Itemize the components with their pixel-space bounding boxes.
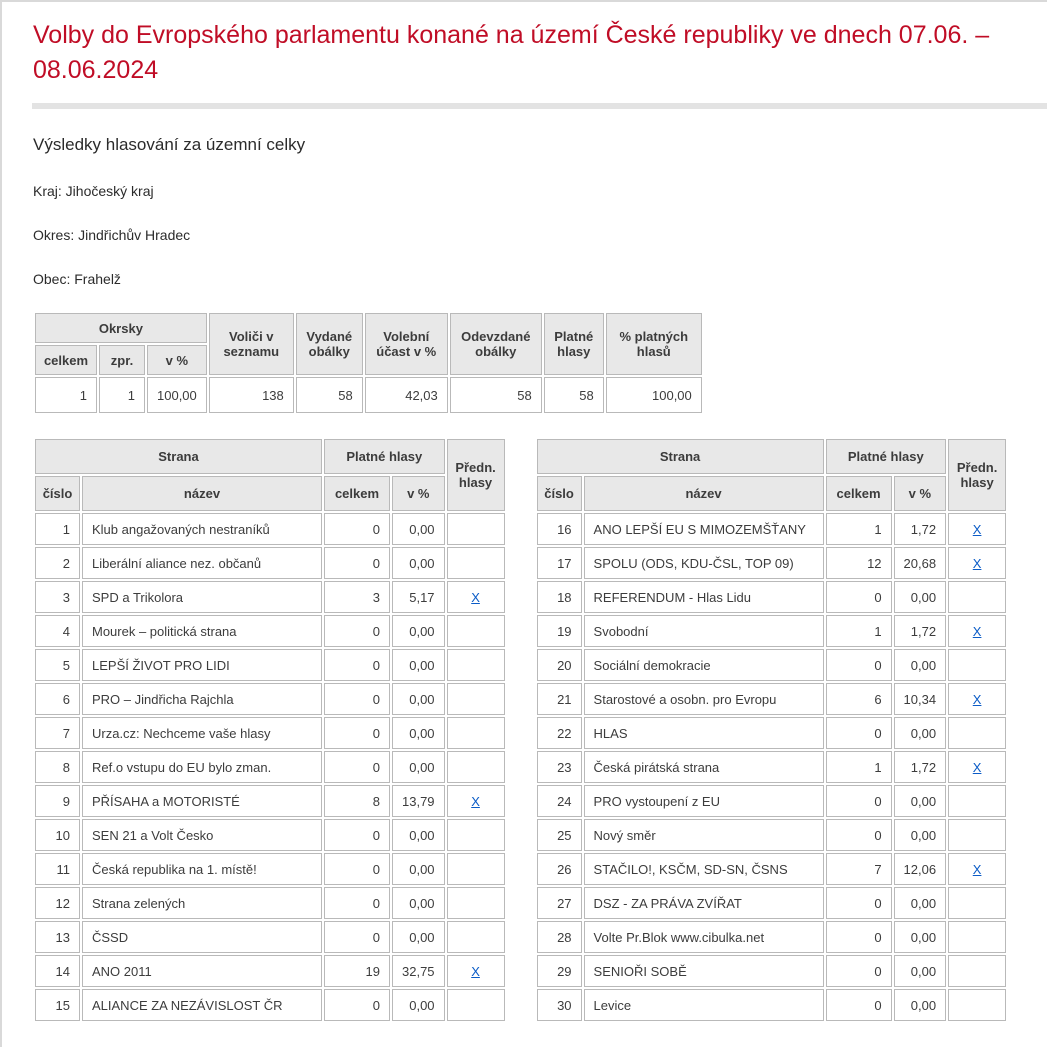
party-pref-cell bbox=[948, 921, 1006, 953]
party-total-cell: 0 bbox=[324, 649, 390, 681]
party-pref-cell bbox=[447, 989, 505, 1021]
party-name-cell: ALIANCE ZA NEZÁVISLOST ČR bbox=[82, 989, 322, 1021]
district-line: Okres: Jindřichův Hradec bbox=[33, 227, 191, 243]
party-results-table-left bbox=[33, 437, 507, 1023]
party-name-cell: LEPŠÍ ŽIVOT PRO LIDI bbox=[82, 649, 322, 681]
party-name-header: název bbox=[82, 476, 322, 511]
party-pct-cell: 0,00 bbox=[894, 887, 947, 919]
party-row bbox=[35, 853, 505, 885]
party-pct-cell: 1,72 bbox=[894, 513, 947, 545]
party-name-cell: Volte Pr.Blok www.cibulka.net bbox=[584, 921, 824, 953]
party-name-cell: HLAS bbox=[584, 717, 824, 749]
party-total-cell: 0 bbox=[826, 819, 892, 851]
party-name-cell: Nový směr bbox=[584, 819, 824, 851]
okrsky-header: Okrsky bbox=[35, 313, 207, 343]
party-row bbox=[537, 615, 1007, 647]
party-row bbox=[537, 955, 1007, 987]
party-row bbox=[537, 853, 1007, 885]
party-total-cell: 0 bbox=[324, 853, 390, 885]
party-number-cell: 30 bbox=[537, 989, 582, 1021]
party-number-cell: 16 bbox=[537, 513, 582, 545]
party-number-cell: 24 bbox=[537, 785, 582, 817]
party-pref-cell bbox=[948, 853, 1006, 885]
party-pref-cell bbox=[447, 955, 505, 987]
party-number-cell: 14 bbox=[35, 955, 80, 987]
party-total-cell: 12 bbox=[826, 547, 892, 579]
issued-envelopes-header: Vydané obálky bbox=[296, 313, 363, 375]
party-row bbox=[35, 717, 505, 749]
party-total-cell: 7 bbox=[826, 853, 892, 885]
party-number-cell: 29 bbox=[537, 955, 582, 987]
party-number-cell: 11 bbox=[35, 853, 80, 885]
party-name-cell: SENIOŘI SOBĚ bbox=[584, 955, 824, 987]
party-name-cell: Urza.cz: Nechceme vaše hlasy bbox=[82, 717, 322, 749]
party-total-cell: 0 bbox=[324, 887, 390, 919]
party-name-header: název bbox=[584, 476, 824, 511]
party-row bbox=[537, 717, 1007, 749]
party-name-cell: Klub angažovaných nestraníků bbox=[82, 513, 322, 545]
party-row bbox=[537, 921, 1007, 953]
page-title: Volby do Evropského parlamentu konané na území České republiky ve dnech 07.06. – 08.06.2024 bbox=[33, 21, 990, 84]
party-total-cell: 0 bbox=[826, 581, 892, 613]
summary-value-cell: 1 bbox=[99, 377, 145, 413]
party-name-cell: Liberální aliance nez. občanů bbox=[82, 547, 322, 579]
party-row bbox=[35, 581, 505, 613]
summary-value-cell: 1 bbox=[35, 377, 97, 413]
party-number-header: číslo bbox=[35, 476, 80, 511]
party-number-cell: 25 bbox=[537, 819, 582, 851]
party-total-cell: 0 bbox=[324, 921, 390, 953]
returned-envelopes-header: Odevzdané obálky bbox=[450, 313, 542, 375]
pref-votes-link[interactable]: X bbox=[972, 623, 982, 639]
party-pct-cell: 0,00 bbox=[392, 649, 445, 681]
party-number-cell: 19 bbox=[537, 615, 582, 647]
party-pct-cell: 0,00 bbox=[392, 615, 445, 647]
party-name-cell: Sociální demokracie bbox=[584, 649, 824, 681]
party-name-cell: Mourek – politická strana bbox=[82, 615, 322, 647]
turnout-summary-table bbox=[33, 311, 704, 415]
party-pref-cell bbox=[447, 513, 505, 545]
party-number-cell: 20 bbox=[537, 649, 582, 681]
party-pct-cell: 13,79 bbox=[392, 785, 445, 817]
party-number-cell: 5 bbox=[35, 649, 80, 681]
party-pct-cell: 20,68 bbox=[894, 547, 947, 579]
party-total-cell: 1 bbox=[826, 751, 892, 783]
party-pref-cell bbox=[447, 853, 505, 885]
party-name-cell: Česká republika na 1. místě! bbox=[82, 853, 322, 885]
summary-value-cell: 58 bbox=[450, 377, 542, 413]
party-pct-cell: 0,00 bbox=[392, 513, 445, 545]
party-pct-cell: 0,00 bbox=[392, 751, 445, 783]
party-pref-cell bbox=[447, 717, 505, 749]
pref-votes-link[interactable]: X bbox=[972, 861, 982, 877]
party-row bbox=[35, 785, 505, 817]
party-row bbox=[35, 751, 505, 783]
party-number-cell: 2 bbox=[35, 547, 80, 579]
party-total-cell: 19 bbox=[324, 955, 390, 987]
party-row bbox=[537, 513, 1007, 545]
party-pct-header: v % bbox=[894, 476, 947, 511]
party-number-cell: 12 bbox=[35, 887, 80, 919]
party-row bbox=[537, 683, 1007, 715]
party-pref-cell bbox=[447, 921, 505, 953]
title-divider bbox=[32, 103, 1047, 109]
party-total-cell: 0 bbox=[324, 717, 390, 749]
party-name-cell: PŘÍSAHA a MOTORISTÉ bbox=[82, 785, 322, 817]
party-row bbox=[35, 819, 505, 851]
party-name-cell: DSZ - ZA PRÁVA ZVÍŘAT bbox=[584, 887, 824, 919]
summary-value-cell: 100,00 bbox=[606, 377, 702, 413]
party-pref-cell bbox=[948, 819, 1006, 851]
party-pct-cell: 0,00 bbox=[894, 921, 947, 953]
party-name-cell: ANO 2011 bbox=[82, 955, 322, 987]
party-number-cell: 18 bbox=[537, 581, 582, 613]
party-pref-cell bbox=[948, 547, 1006, 579]
party-pct-header: v % bbox=[392, 476, 445, 511]
party-pct-cell: 0,00 bbox=[894, 649, 947, 681]
party-pct-cell: 0,00 bbox=[894, 989, 947, 1021]
party-name-cell: SPOLU (ODS, KDU-ČSL, TOP 09) bbox=[584, 547, 824, 579]
pref-votes-link[interactable]: X bbox=[972, 691, 982, 707]
party-pref-cell bbox=[948, 683, 1006, 715]
party-pct-cell: 0,00 bbox=[894, 717, 947, 749]
party-pct-cell: 0,00 bbox=[392, 683, 445, 715]
strana-header: Strana bbox=[35, 439, 322, 474]
party-pct-cell: 32,75 bbox=[392, 955, 445, 987]
party-total-cell: 0 bbox=[826, 921, 892, 953]
party-pct-cell: 0,00 bbox=[392, 887, 445, 919]
party-pref-cell bbox=[948, 581, 1006, 613]
party-pref-cell bbox=[948, 513, 1006, 545]
party-number-cell: 9 bbox=[35, 785, 80, 817]
party-row bbox=[537, 547, 1007, 579]
party-pct-cell: 0,00 bbox=[392, 717, 445, 749]
party-row bbox=[35, 989, 505, 1021]
party-row bbox=[35, 649, 505, 681]
pref-votes-link[interactable]: X bbox=[471, 963, 480, 979]
party-total-cell: 1 bbox=[826, 513, 892, 545]
party-total-cell: 0 bbox=[324, 615, 390, 647]
party-total-header: celkem bbox=[324, 476, 390, 511]
party-pct-cell: 0,00 bbox=[392, 547, 445, 579]
party-row bbox=[35, 955, 505, 987]
okrsky-total-header: celkem bbox=[35, 345, 97, 375]
party-results-table-right bbox=[535, 437, 1009, 1023]
summary-value-cell: 138 bbox=[209, 377, 294, 413]
valid-votes-header: Platné hlasy bbox=[544, 313, 604, 375]
okrsky-pct-header: v % bbox=[147, 345, 207, 375]
party-total-cell: 0 bbox=[826, 887, 892, 919]
party-total-cell: 0 bbox=[324, 547, 390, 579]
party-pref-cell bbox=[948, 615, 1006, 647]
party-pref-cell bbox=[948, 751, 1006, 783]
party-pref-cell bbox=[447, 785, 505, 817]
voters-header: Voliči v seznamu bbox=[209, 313, 294, 375]
turnout-header: Volební účast v % bbox=[365, 313, 448, 375]
party-total-cell: 0 bbox=[826, 785, 892, 817]
valid-votes-pct-header: % platných hlasů bbox=[606, 313, 702, 375]
summary-value-cell: 58 bbox=[544, 377, 604, 413]
summary-data-row bbox=[35, 377, 702, 413]
party-pref-cell bbox=[447, 751, 505, 783]
party-number-cell: 6 bbox=[35, 683, 80, 715]
party-row bbox=[35, 683, 505, 715]
strana-header: Strana bbox=[537, 439, 824, 474]
party-total-cell: 0 bbox=[324, 989, 390, 1021]
pref-votes-header: Předn. hlasy bbox=[447, 439, 505, 511]
summary-value-cell: 100,00 bbox=[147, 377, 207, 413]
party-row bbox=[537, 649, 1007, 681]
party-total-cell: 1 bbox=[826, 615, 892, 647]
party-name-cell: ČSSD bbox=[82, 921, 322, 953]
party-pref-cell bbox=[447, 615, 505, 647]
party-pct-cell: 1,72 bbox=[894, 615, 947, 647]
party-pct-cell: 0,00 bbox=[392, 819, 445, 851]
pref-votes-header: Předn. hlasy bbox=[948, 439, 1006, 511]
party-number-cell: 27 bbox=[537, 887, 582, 919]
party-total-cell: 6 bbox=[826, 683, 892, 715]
party-pref-cell bbox=[948, 717, 1006, 749]
page-container bbox=[2, 18, 1047, 1047]
party-number-cell: 28 bbox=[537, 921, 582, 953]
party-row bbox=[35, 887, 505, 919]
party-pct-cell: 0,00 bbox=[894, 955, 947, 987]
party-number-cell: 8 bbox=[35, 751, 80, 783]
party-total-cell: 0 bbox=[324, 683, 390, 715]
party-total-header: celkem bbox=[826, 476, 892, 511]
party-pct-cell: 5,17 bbox=[392, 581, 445, 613]
region-line: Kraj: Jihočeský kraj bbox=[33, 183, 154, 199]
party-total-cell: 0 bbox=[826, 717, 892, 749]
party-row bbox=[35, 921, 505, 953]
party-name-cell: Ref.o vstupu do EU bylo zman. bbox=[82, 751, 322, 783]
party-pref-cell bbox=[447, 547, 505, 579]
party-total-cell: 0 bbox=[826, 989, 892, 1021]
party-name-cell: Česká pirátská strana bbox=[584, 751, 824, 783]
party-pref-cell bbox=[948, 649, 1006, 681]
party-row bbox=[35, 547, 505, 579]
party-name-cell: STAČILO!, KSČM, SD-SN, ČSNS bbox=[584, 853, 824, 885]
party-row bbox=[537, 887, 1007, 919]
party-pref-cell bbox=[948, 887, 1006, 919]
party-pref-cell bbox=[948, 785, 1006, 817]
pref-votes-link[interactable]: X bbox=[471, 793, 480, 809]
party-pct-cell: 0,00 bbox=[392, 921, 445, 953]
party-total-cell: 0 bbox=[324, 751, 390, 783]
party-row bbox=[35, 513, 505, 545]
pref-votes-link[interactable]: X bbox=[471, 589, 480, 605]
okrsky-processed-header: zpr. bbox=[99, 345, 145, 375]
party-name-cell: Strana zelených bbox=[82, 887, 322, 919]
pref-votes-link[interactable]: X bbox=[972, 521, 982, 537]
party-row bbox=[537, 785, 1007, 817]
party-number-cell: 7 bbox=[35, 717, 80, 749]
party-number-cell: 15 bbox=[35, 989, 80, 1021]
party-row bbox=[537, 581, 1007, 613]
party-pref-cell bbox=[447, 887, 505, 919]
party-total-cell: 0 bbox=[324, 513, 390, 545]
party-number-cell: 3 bbox=[35, 581, 80, 613]
party-pct-cell: 10,34 bbox=[894, 683, 947, 715]
party-pct-cell: 12,06 bbox=[894, 853, 947, 885]
party-tables-wrapper bbox=[33, 437, 1047, 1023]
party-name-cell: SEN 21 a Volt Česko bbox=[82, 819, 322, 851]
party-number-cell: 4 bbox=[35, 615, 80, 647]
party-pct-cell: 0,00 bbox=[392, 989, 445, 1021]
valid-votes-group-header: Platné hlasy bbox=[826, 439, 947, 474]
pref-votes-link[interactable]: X bbox=[972, 555, 982, 571]
section-title: Výsledky hlasování za územní celky bbox=[33, 135, 306, 154]
party-total-cell: 3 bbox=[324, 581, 390, 613]
party-name-cell: PRO – Jindřicha Rajchla bbox=[82, 683, 322, 715]
party-name-cell: PRO vystoupení z EU bbox=[584, 785, 824, 817]
party-total-cell: 8 bbox=[324, 785, 390, 817]
party-row bbox=[537, 819, 1007, 851]
municipality-line: Obec: Frahelž bbox=[33, 271, 121, 287]
party-name-cell: SPD a Trikolora bbox=[82, 581, 322, 613]
party-pct-cell: 0,00 bbox=[894, 819, 947, 851]
party-number-cell: 22 bbox=[537, 717, 582, 749]
party-row bbox=[537, 751, 1007, 783]
party-total-cell: 0 bbox=[826, 649, 892, 681]
party-name-cell: Starostové a osobn. pro Evropu bbox=[584, 683, 824, 715]
summary-value-cell: 42,03 bbox=[365, 377, 448, 413]
party-number-header: číslo bbox=[537, 476, 582, 511]
valid-votes-group-header: Platné hlasy bbox=[324, 439, 445, 474]
party-number-cell: 13 bbox=[35, 921, 80, 953]
party-number-cell: 10 bbox=[35, 819, 80, 851]
party-name-cell: Levice bbox=[584, 989, 824, 1021]
party-pref-cell bbox=[948, 989, 1006, 1021]
party-pref-cell bbox=[447, 819, 505, 851]
party-number-cell: 21 bbox=[537, 683, 582, 715]
pref-votes-link[interactable]: X bbox=[972, 759, 982, 775]
party-pref-cell bbox=[447, 683, 505, 715]
party-pref-cell bbox=[447, 581, 505, 613]
party-row bbox=[35, 615, 505, 647]
party-number-cell: 17 bbox=[537, 547, 582, 579]
summary-value-cell: 58 bbox=[296, 377, 363, 413]
party-name-cell: Svobodní bbox=[584, 615, 824, 647]
party-pref-cell bbox=[447, 649, 505, 681]
party-row bbox=[537, 989, 1007, 1021]
party-number-cell: 1 bbox=[35, 513, 80, 545]
party-pct-cell: 0,00 bbox=[392, 853, 445, 885]
party-pref-cell bbox=[948, 955, 1006, 987]
party-pct-cell: 0,00 bbox=[894, 581, 947, 613]
party-number-cell: 26 bbox=[537, 853, 582, 885]
party-name-cell: REFERENDUM - Hlas Lidu bbox=[584, 581, 824, 613]
party-total-cell: 0 bbox=[826, 955, 892, 987]
party-total-cell: 0 bbox=[324, 819, 390, 851]
party-number-cell: 23 bbox=[537, 751, 582, 783]
party-pct-cell: 1,72 bbox=[894, 751, 947, 783]
party-name-cell: ANO LEPŠÍ EU S MIMOZEMŠŤANY bbox=[584, 513, 824, 545]
party-pct-cell: 0,00 bbox=[894, 785, 947, 817]
